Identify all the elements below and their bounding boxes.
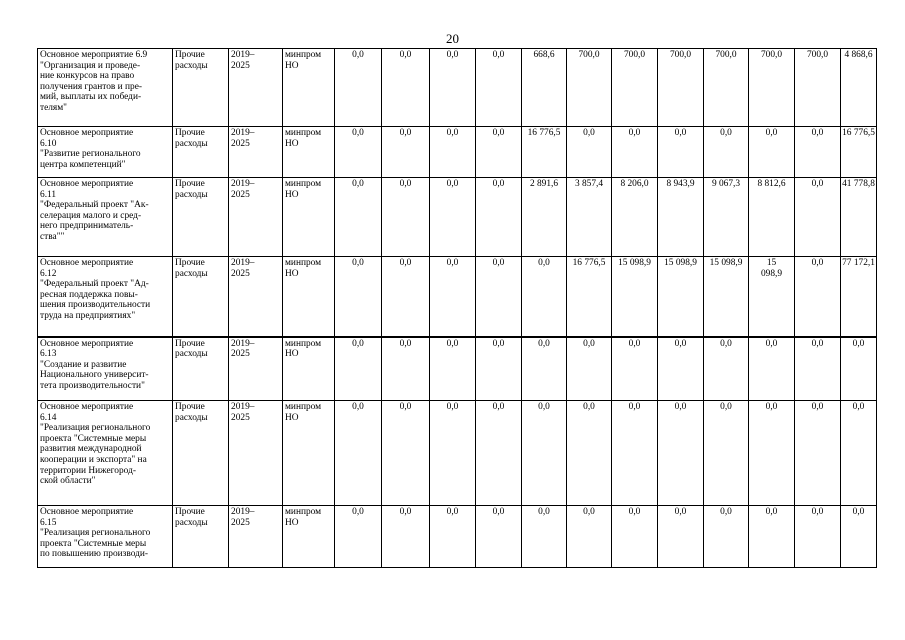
value-cell: 0,0 [749,127,795,178]
value-cell: 0,0 [430,49,476,127]
value-cell: 0,0 [749,337,795,401]
value-cell: 0,0 [795,178,841,257]
value-cell: 0,0 [382,257,430,337]
value-cell: 16 776,5 [841,127,877,178]
value-cell: 0,0 [335,49,382,127]
value-cell: 0,0 [795,257,841,337]
table-row [38,49,877,127]
value-cell: 0,0 [382,506,430,568]
value-cell: 0,0 [795,506,841,568]
value-cell: 0,0 [749,401,795,506]
value-cell: 0,0 [335,337,382,401]
value-cell: 41 778,8 [841,178,877,257]
value-cell: 0,0 [430,506,476,568]
executor-cell: минпром НО [283,178,335,257]
value-cell: 0,0 [567,127,612,178]
value-cell: 0,0 [382,49,430,127]
value-cell: 0,0 [567,337,612,401]
budget-table [37,48,877,568]
value-cell: 0,0 [704,506,749,568]
value-cell: 0,0 [567,401,612,506]
value-cell: 0,0 [658,127,704,178]
value-cell: 668,6 [522,49,567,127]
activity-name-cell: Основное мероприятие 6.13 "Создание и развитие Национального университ- тета производительности" [38,337,173,401]
value-cell: 0,0 [335,127,382,178]
value-cell: 0,0 [749,506,795,568]
period-cell: 2019– 2025 [229,178,283,257]
value-cell: 0,0 [795,401,841,506]
value-cell: 700,0 [612,49,658,127]
period-cell: 2019– 2025 [229,257,283,337]
activity-name-cell: Основное мероприятие 6.10 "Развитие регионального центра компетенций" [38,127,173,178]
activity-name-cell: Основное мероприятие 6.11 "Федеральный проект "Ак- селерация малого и сред- него предприниматель- ства"" [38,178,173,257]
table-row [38,257,877,337]
value-cell: 0,0 [795,127,841,178]
value-cell: 0,0 [612,401,658,506]
value-cell: 0,0 [430,127,476,178]
value-cell: 0,0 [522,401,567,506]
value-cell: 0,0 [430,178,476,257]
value-cell: 0,0 [704,127,749,178]
value-cell: 700,0 [749,49,795,127]
executor-cell: минпром НО [283,49,335,127]
value-cell: 15 098,9 [749,257,795,337]
value-cell: 0,0 [430,401,476,506]
table-body [38,49,877,568]
value-cell: 15 098,9 [658,257,704,337]
value-cell: 0,0 [382,178,430,257]
executor-cell: минпром НО [283,401,335,506]
value-cell: 15 098,9 [704,257,749,337]
value-cell: 4 868,6 [841,49,877,127]
period-cell: 2019– 2025 [229,127,283,178]
value-cell: 15 098,9 [612,257,658,337]
value-cell: 0,0 [430,337,476,401]
value-cell: 0,0 [335,401,382,506]
value-cell: 0,0 [476,257,522,337]
value-cell: 0,0 [382,401,430,506]
value-cell: 0,0 [522,337,567,401]
value-cell: 0,0 [704,337,749,401]
value-cell: 0,0 [841,506,877,568]
value-cell: 0,0 [567,506,612,568]
value-cell: 700,0 [658,49,704,127]
value-cell: 0,0 [612,506,658,568]
value-cell: 0,0 [522,257,567,337]
value-cell: 8 943,9 [658,178,704,257]
value-cell: 0,0 [795,337,841,401]
period-cell: 2019– 2025 [229,506,283,568]
value-cell: 0,0 [476,178,522,257]
value-cell: 2 891,6 [522,178,567,257]
value-cell: 0,0 [612,337,658,401]
executor-cell: минпром НО [283,127,335,178]
expense-type-cell: Прочие расходы [173,127,229,178]
value-cell: 8 206,0 [612,178,658,257]
value-cell: 16 776,5 [522,127,567,178]
value-cell: 0,0 [658,337,704,401]
expense-type-cell: Прочие расходы [173,401,229,506]
value-cell: 0,0 [382,337,430,401]
period-cell: 2019– 2025 [229,337,283,401]
value-cell: 0,0 [841,401,877,506]
executor-cell: минпром НО [283,506,335,568]
value-cell: 0,0 [841,337,877,401]
table-row [38,127,877,178]
period-cell: 2019– 2025 [229,49,283,127]
value-cell: 0,0 [476,337,522,401]
value-cell: 77 172,1 [841,257,877,337]
expense-type-cell: Прочие расходы [173,506,229,568]
period-cell: 2019– 2025 [229,401,283,506]
value-cell: 0,0 [476,506,522,568]
value-cell: 0,0 [476,401,522,506]
expense-type-cell: Прочие расходы [173,49,229,127]
value-cell: 3 857,4 [567,178,612,257]
value-cell: 0,0 [704,401,749,506]
value-cell: 0,0 [382,127,430,178]
expense-type-cell: Прочие расходы [173,178,229,257]
value-cell: 0,0 [522,506,567,568]
value-cell: 0,0 [335,506,382,568]
value-cell: 0,0 [430,257,476,337]
table-row [38,506,877,568]
value-cell: 700,0 [567,49,612,127]
value-cell: 700,0 [704,49,749,127]
value-cell: 0,0 [658,506,704,568]
executor-cell: минпром НО [283,257,335,337]
value-cell: 0,0 [335,178,382,257]
value-cell: 700,0 [795,49,841,127]
expense-type-cell: Прочие расходы [173,337,229,401]
value-cell: 0,0 [476,127,522,178]
value-cell: 8 812,6 [749,178,795,257]
executor-cell: минпром НО [283,337,335,401]
value-cell: 0,0 [476,49,522,127]
activity-name-cell: Основное мероприятие 6.15 "Реализация регионального проекта "Системные меры по повышению производи- [38,506,173,568]
page-number: 20 [446,31,459,46]
table-row [38,178,877,257]
activity-name-cell: Основное мероприятие 6.9 "Организация и проведе- ние конкурсов на право получения грантов и пре- мий, выплаты их победи- телям" [38,49,173,127]
table-row [38,337,877,401]
value-cell: 16 776,5 [567,257,612,337]
activity-name-cell: Основное мероприятие 6.14 "Реализация регионального проекта "Системные меры развития международной кооперации и экспорта" на территории Нижегород- ской области" [38,401,173,506]
table-row [38,401,877,506]
value-cell: 9 067,3 [704,178,749,257]
activity-name-cell: Основное мероприятие 6.12 "Федеральный проект "Ад- ресная поддержка повы- шения производительности труда на предприятиях" [38,257,173,337]
value-cell: 0,0 [658,401,704,506]
value-cell: 0,0 [612,127,658,178]
value-cell: 0,0 [335,257,382,337]
expense-type-cell: Прочие расходы [173,257,229,337]
